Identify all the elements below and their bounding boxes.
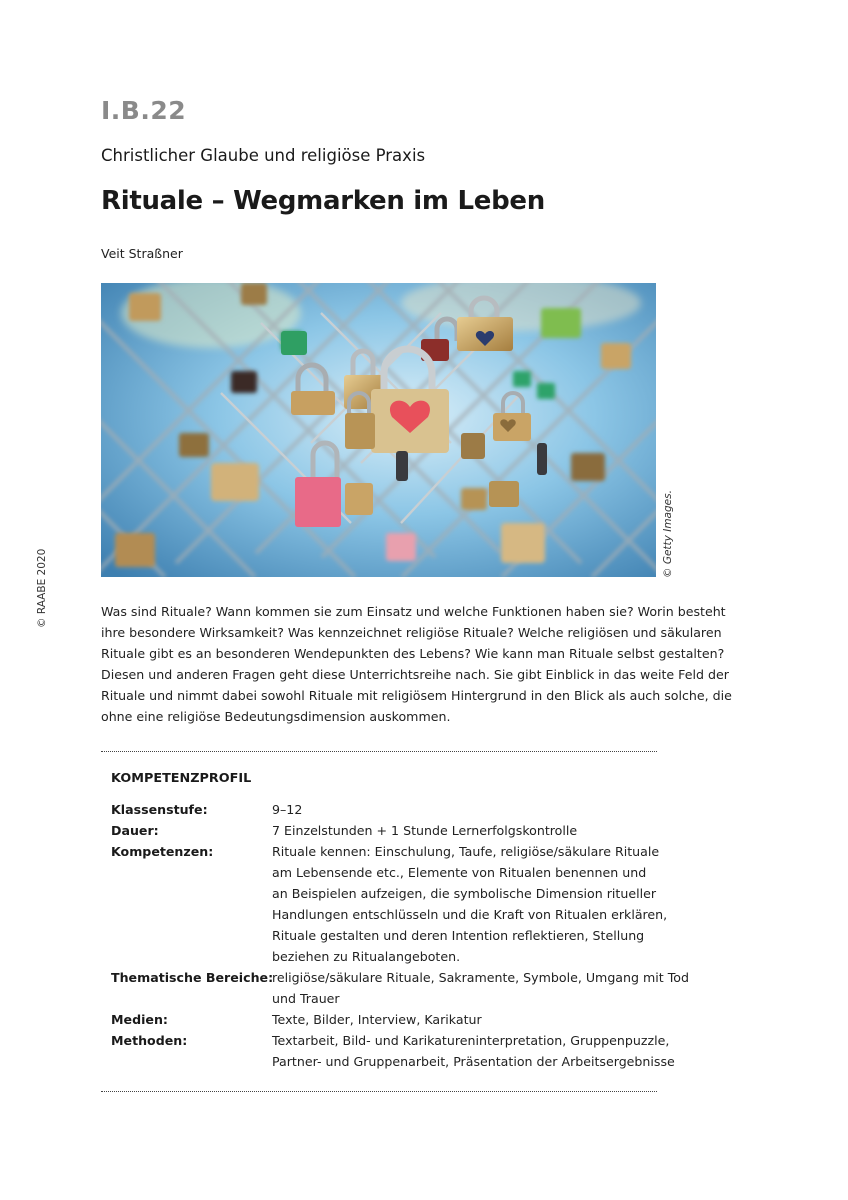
love-locks-photo — [101, 283, 656, 577]
profile-label: Klassenstufe: — [111, 802, 208, 817]
divider-bottom — [101, 1091, 657, 1092]
unit-code: I.B.22 — [101, 96, 187, 125]
profile-value — [272, 1030, 675, 1072]
intro-line: ohne eine religiöse Bedeutungsdimension auskommen. — [101, 709, 451, 724]
profile-value-line: Partner- und Gruppenarbeit, Präsentation der Arbeitsergebnisse — [272, 1054, 675, 1069]
profile-value — [272, 820, 652, 841]
intro-line: Diesen und anderen Fragen geht diese Unterrichtsreihe nach. Sie gibt Einblick in das weite Feld der — [101, 667, 729, 682]
divider-top — [101, 751, 657, 752]
profile-value-line: Rituale gestalten und deren Intention reflektieren, Stellung — [272, 928, 645, 943]
profile-label: Methoden: — [111, 1033, 188, 1048]
profile-value — [272, 1009, 652, 1030]
intro-line: Rituale gibt es an besonderen Wendepunkten des Lebens? Wie kann man Rituale selbst gestalten? — [101, 646, 725, 661]
series-subtitle: Christlicher Glaube und religiöse Praxis — [101, 146, 426, 165]
page-title: Rituale – Wegmarken im Leben — [101, 186, 545, 216]
profile-value — [272, 799, 652, 820]
profile-label: Kompetenzen: — [111, 844, 214, 859]
intro-line: Was sind Rituale? Wann kommen sie zum Einsatz und welche Funktionen haben sie? Worin besteht — [101, 604, 726, 619]
profile-value — [272, 967, 689, 1009]
profile-value-line: 9–12 — [272, 802, 303, 817]
profile-value-line: Textarbeit, Bild- und Karikatureninterpretation, Gruppenpuzzle, — [272, 1033, 670, 1048]
profile-value-line: beziehen zu Ritualangeboten. — [272, 949, 461, 964]
love-locks-illustration — [101, 283, 656, 577]
profile-value-line: Handlungen entschlüsseln und die Kraft von Ritualen erklären, — [272, 907, 668, 922]
profile-value-line: am Lebensende etc., Elemente von Ritualen benennen und — [272, 865, 647, 880]
profile-value-line: Rituale kennen: Einschulung, Taufe, religiöse/säkulare Rituale — [272, 844, 660, 859]
author-name: Veit Straßner — [101, 246, 183, 261]
image-credit: © Getty Images. — [662, 490, 674, 578]
profile-label: Medien: — [111, 1012, 168, 1027]
intro-line: Rituale und nimmt dabei sowohl Rituale mit religiösem Hintergrund in den Blick als auch solche, die — [101, 688, 732, 703]
profile-value-line: an Beispielen aufzeigen, die symbolische Dimension ritueller — [272, 886, 656, 901]
profile-value-line: religiöse/säkulare Rituale, Sakramente, Symbole, Umgang mit Tod — [272, 970, 689, 985]
profile-label: Thematische Bereiche: — [111, 970, 274, 985]
competence-profile-title: KOMPETENZPROFIL — [111, 771, 252, 786]
copyright-notice: © RAABE 2020 — [36, 548, 48, 628]
profile-label: Dauer: — [111, 823, 159, 838]
profile-value — [272, 841, 668, 967]
intro-line: ihre besondere Wirksamkeit? Was kennzeichnet religiöse Rituale? Welche religiösen und säkularen — [101, 625, 722, 640]
profile-value-line: und Trauer — [272, 991, 340, 1006]
profile-value-line: Texte, Bilder, Interview, Karikatur — [272, 1012, 482, 1027]
profile-value-line: 7 Einzelstunden + 1 Stunde Lernerfolgskontrolle — [272, 823, 578, 838]
intro-paragraph — [101, 601, 732, 727]
